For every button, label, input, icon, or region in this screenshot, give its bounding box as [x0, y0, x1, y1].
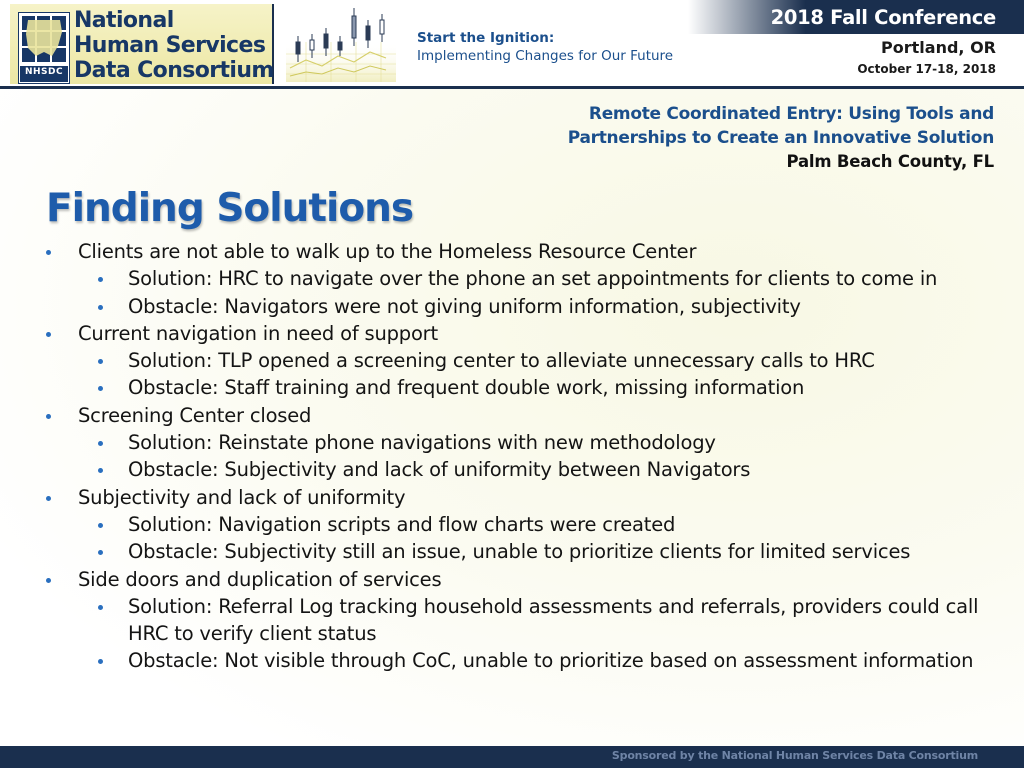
bullet-level1 [44, 320, 994, 347]
bullet-level2 [44, 538, 994, 565]
bullet-dot-icon [46, 414, 51, 419]
bullet-dot-icon [98, 277, 103, 282]
bullet-list [44, 238, 994, 675]
bullet-text: Subjectivity and lack of uniformity [78, 485, 406, 509]
conference-title: 2018 Fall Conference [770, 6, 996, 29]
conference-dates: October 17-18, 2018 [857, 62, 996, 76]
conference-banner [688, 0, 1024, 34]
bullet-level2 [44, 347, 994, 374]
sub-bullet-text: Obstacle: Navigators were not giving uniform information, subjectivity [128, 294, 801, 318]
bullet-dot-icon [98, 386, 103, 391]
logo-text: NHSDC [24, 67, 64, 77]
session-title-line2: Partnerships to Create an Innovative Solution [567, 128, 994, 148]
sub-bullet-text: Obstacle: Staff training and frequent double work, missing information [128, 376, 805, 400]
bullet-level1 [44, 484, 994, 511]
bullet-level2 [44, 456, 994, 483]
list-item [44, 238, 994, 320]
bullet-dot-icon [98, 659, 103, 664]
session-title-block [568, 102, 994, 174]
bullet-dot-icon [98, 605, 103, 610]
bullet-dot-icon [98, 305, 103, 310]
candlestick-chart-icon [286, 6, 396, 82]
bullet-dot-icon [46, 332, 51, 337]
bullet-level2 [44, 374, 994, 401]
bullet-dot-icon [98, 468, 103, 473]
bullet-text: Side doors and duplication of services [78, 567, 442, 591]
sub-bullet-text: Solution: Reinstate phone navigations with new methodology [128, 431, 716, 455]
sub-bullet-text: Solution: HRC to navigate over the phone an set appointments for clients to come in [128, 267, 938, 291]
bullet-text: Clients are not able to walk up to the Homeless Resource Center [78, 240, 697, 263]
bullet-level2 [44, 265, 994, 292]
bullet-level2 [44, 511, 994, 538]
list-item [44, 566, 994, 675]
session-location: Palm Beach County, FL [786, 152, 994, 171]
sub-bullet-text: Obstacle: Not visible through CoC, unable to prioritize based on assessment information [128, 649, 974, 673]
organization-logo [10, 4, 274, 84]
bullet-level1 [44, 402, 994, 429]
bullet-dot-icon [98, 441, 103, 446]
conference-theme [417, 29, 673, 65]
bullet-level1 [44, 566, 994, 593]
organization-name-line3: Data Consortium [74, 58, 274, 83]
bullet-dot-icon [46, 578, 51, 583]
bullet-dot-icon [46, 496, 51, 501]
sub-bullet-text: Obstacle: Subjectivity and lack of uniformity between Navigators [128, 458, 751, 482]
bullet-dot-icon [98, 550, 103, 555]
list-item [44, 320, 994, 402]
bullet-level2 [44, 647, 994, 674]
theme-title: Start the Ignition: [417, 30, 555, 46]
footer-bar [0, 746, 1024, 768]
bullet-level1 [44, 238, 994, 265]
organization-name-line1: National [74, 8, 174, 33]
header-band [0, 0, 1024, 89]
bullet-level2 [44, 593, 994, 648]
bullet-text: Screening Center closed [78, 403, 312, 427]
list-item [44, 484, 994, 566]
sponsor-text: Sponsored by the National Human Services Data Consortium [611, 749, 978, 762]
slide-heading: Finding Solutions [46, 186, 414, 231]
bullet-text: Current navigation in need of support [78, 321, 438, 345]
sub-bullet-text: Solution: Navigation scripts and flow charts were created [128, 512, 676, 536]
bullet-dot-icon [98, 523, 103, 528]
bullet-dot-icon [98, 359, 103, 364]
header-divider [0, 86, 1024, 89]
organization-name-line2: Human Services [74, 33, 266, 58]
sub-bullet-text: Solution: Referral Log tracking household assessments and referrals, providers could call HRC to verify client status [128, 594, 979, 646]
theme-subtitle: Implementing Changes for Our Future [417, 48, 674, 64]
list-item [44, 402, 994, 484]
sub-bullet-text: Solution: TLP opened a screening center to alleviate unnecessary calls to HRC [128, 349, 875, 373]
sub-bullet-text: Obstacle: Subjectivity still an issue, unable to prioritize clients for limited services [128, 540, 911, 564]
bullet-dot-icon [46, 250, 51, 255]
bullet-level2 [44, 429, 994, 456]
session-title-line1: Remote Coordinated Entry: Using Tools and [588, 104, 994, 124]
organization-name [74, 8, 274, 83]
bullet-level2 [44, 293, 994, 320]
conference-city: Portland, OR [881, 38, 996, 57]
